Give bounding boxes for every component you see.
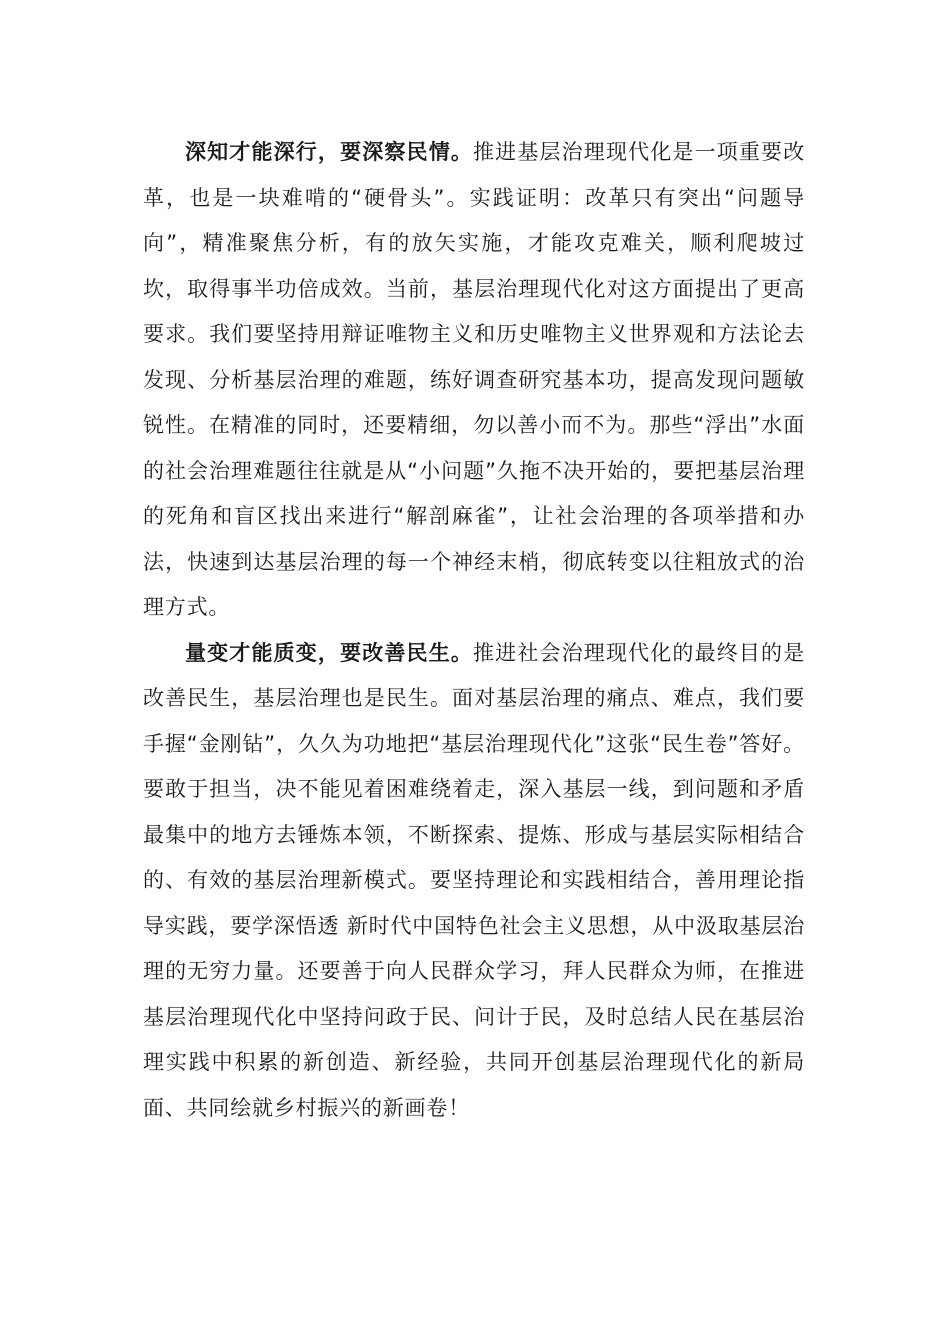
paragraph-body-text: 推进基层治理现代化是一项重要改革，也是一块难啃的“硬骨头”。实践证明：改革只有突出“问题导向”，精准聚焦分析，有的放矢实施，才能攻克难关，顺利爬坡过坎，取得事半功倍成效。当前，基层治理现代化对这方面提出了更高要求。我们要坚持用辩证唯物主义和历史唯物主义世界观和方法论去发现、分析基层治理的难题，练好调查研究基本功，提高发现问题敏锐性。在精准的同时，还要精细，勿以善小而不为。那些“浮出”水面的社会治理难题往往就是从“小问题”久拖不决开始的，要把基层治理的死角和盲区找出来进行“解剖麻雀”，让社会治理的各项举措和办法，快速到达基层治理的每一个神经末梢，彻底转变以往粗放式的治理方式。 — [143, 140, 806, 619]
paragraph-livelihood-insight — [143, 130, 805, 631]
paragraph-improve-livelihood — [143, 631, 805, 1132]
document-body — [143, 130, 805, 1131]
paragraph-lead-heading: 深知才能深行，要深察民情。 — [185, 140, 474, 164]
paragraph-body-text: 推进社会治理现代化的最终目的是改善民生，基层治理也是民生。面对基层治理的痛点、难点，我们要手握“金刚钻”，久久为功地把“基层治理现代化”这张“民生卷”答好。要敢于担当，决不能见着困难绕着走，深入基层一线，到问题和矛盾最集中的地方去锤炼本领，不断探索、提炼、形成与基层实际相结合的、有效的基层治理新模式。要坚持理论和实践相结合，善用理论指导实践，要学深悟透 新时代中国特色社会主义思想，从中汲取基层治理的无穷力量。还要善于向人民群众学习，拜人民群众为师，在推进基层治理现代化中坚持问政于民、问计于民，及时总结人民在基层治理实践中积累的新创造、新经验，共同开创基层治理现代化的新局面、共同绘就乡村振兴的新画卷！ — [143, 640, 806, 1120]
paragraph-lead-heading: 量变才能质变，要改善民生。 — [185, 640, 474, 665]
